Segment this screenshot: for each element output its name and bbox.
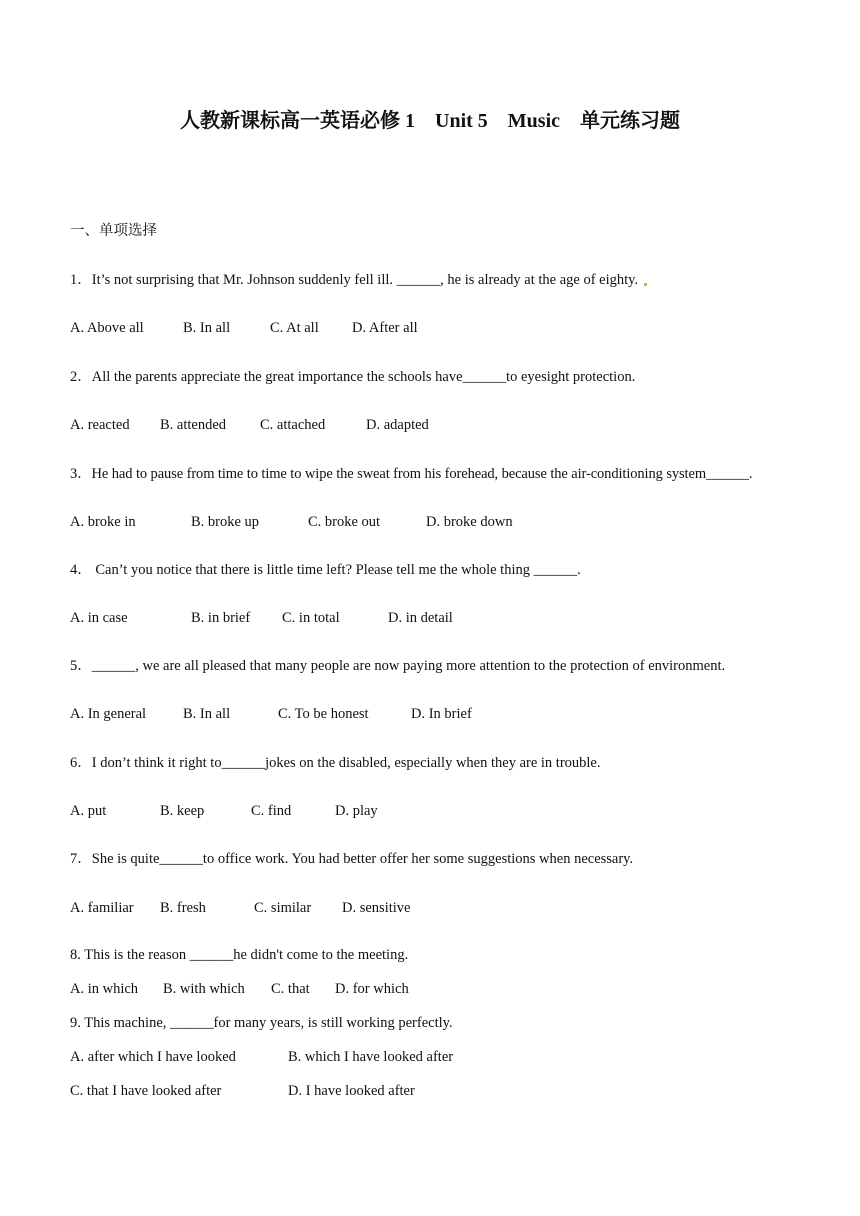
option-a: A. familiar bbox=[70, 900, 134, 916]
option-c: C. find bbox=[251, 803, 292, 819]
option-c: C. At all bbox=[270, 320, 319, 336]
option-a: A. In general bbox=[70, 706, 147, 722]
page-title: 人教新课标高一英语必修 1 Unit 5 Music 单元练习题 bbox=[180, 110, 680, 132]
option-c: C. broke out bbox=[308, 514, 381, 530]
options-3 bbox=[70, 513, 830, 531]
question-7: 7．She is quite______to office work. You had better offer her some suggestions when necessary. bbox=[70, 851, 634, 867]
question-4: 4． Can’t you notice that there is little time left? Please tell me the whole thing ______. bbox=[70, 562, 581, 578]
option-d: D. sensitive bbox=[342, 900, 411, 916]
option-d: D. for which bbox=[335, 981, 409, 997]
option-b: B. in brief bbox=[191, 610, 251, 626]
option-c: C. To be honest bbox=[278, 706, 369, 722]
option-a: A. Above all bbox=[70, 320, 144, 336]
option-d: D. play bbox=[335, 803, 378, 819]
option-b: B. In all bbox=[183, 320, 231, 336]
option-d: D. In brief bbox=[411, 706, 472, 722]
option-a: A. broke in bbox=[70, 514, 136, 530]
option-d: D. in detail bbox=[388, 610, 453, 626]
options-9b bbox=[70, 1082, 830, 1100]
question-2: 2．All the parents appreciate the great importance the schools have______to eyesight protection. bbox=[70, 369, 636, 385]
option-a: A. put bbox=[70, 803, 107, 819]
question-5: 5．______, we are all pleased that many people are now paying more attention to the protection of environment. bbox=[70, 658, 726, 674]
question-1: 1．It’s not surprising that Mr. Johnson suddenly fell ill. ______, he is already at the age of eighty. bbox=[70, 271, 647, 289]
option-d: D. I have looked after bbox=[288, 1083, 415, 1099]
section-heading: 一、单项选择 bbox=[70, 223, 157, 239]
options-9a bbox=[70, 1048, 830, 1066]
option-c: C. similar bbox=[254, 900, 312, 916]
question-9: 9. This machine, ______for many years, is still working perfectly. bbox=[70, 1015, 453, 1031]
option-d: D. broke down bbox=[426, 514, 513, 530]
option-a: A. in which bbox=[70, 981, 139, 997]
options-2 bbox=[70, 416, 830, 434]
question-3: 3．He had to pause from time to time to wipe the sweat from his forehead, because the air-conditioning system______. bbox=[70, 466, 753, 482]
options-5 bbox=[70, 705, 830, 723]
option-a: A. after which I have looked bbox=[70, 1049, 236, 1065]
option-d: D. After all bbox=[352, 320, 418, 336]
question-6: 6．I don’t think it right to______jokes on the disabled, especially when they are in trouble. bbox=[70, 755, 601, 771]
option-a: A. reacted bbox=[70, 417, 130, 433]
decorative-dot bbox=[644, 283, 647, 286]
option-b: B. with which bbox=[163, 981, 245, 997]
option-c: C. in total bbox=[282, 610, 340, 626]
options-8 bbox=[70, 980, 830, 998]
option-c: C. attached bbox=[260, 417, 326, 433]
question-8: 8. This is the reason ______he didn't come to the meeting. bbox=[70, 947, 409, 963]
option-b: B. fresh bbox=[160, 900, 206, 916]
options-6 bbox=[70, 802, 830, 820]
option-b: B. which I have looked after bbox=[288, 1049, 454, 1065]
options-7 bbox=[70, 899, 830, 917]
option-b: B. broke up bbox=[191, 514, 260, 530]
option-b: B. attended bbox=[160, 417, 227, 433]
option-c: C. that bbox=[271, 981, 310, 997]
option-b: B. keep bbox=[160, 803, 205, 819]
option-d: D. adapted bbox=[366, 417, 429, 433]
options-4 bbox=[70, 609, 830, 627]
option-a: A. in case bbox=[70, 610, 128, 626]
option-c: C. that I have looked after bbox=[70, 1083, 222, 1099]
options-1 bbox=[70, 319, 830, 337]
option-b: B. In all bbox=[183, 706, 231, 722]
